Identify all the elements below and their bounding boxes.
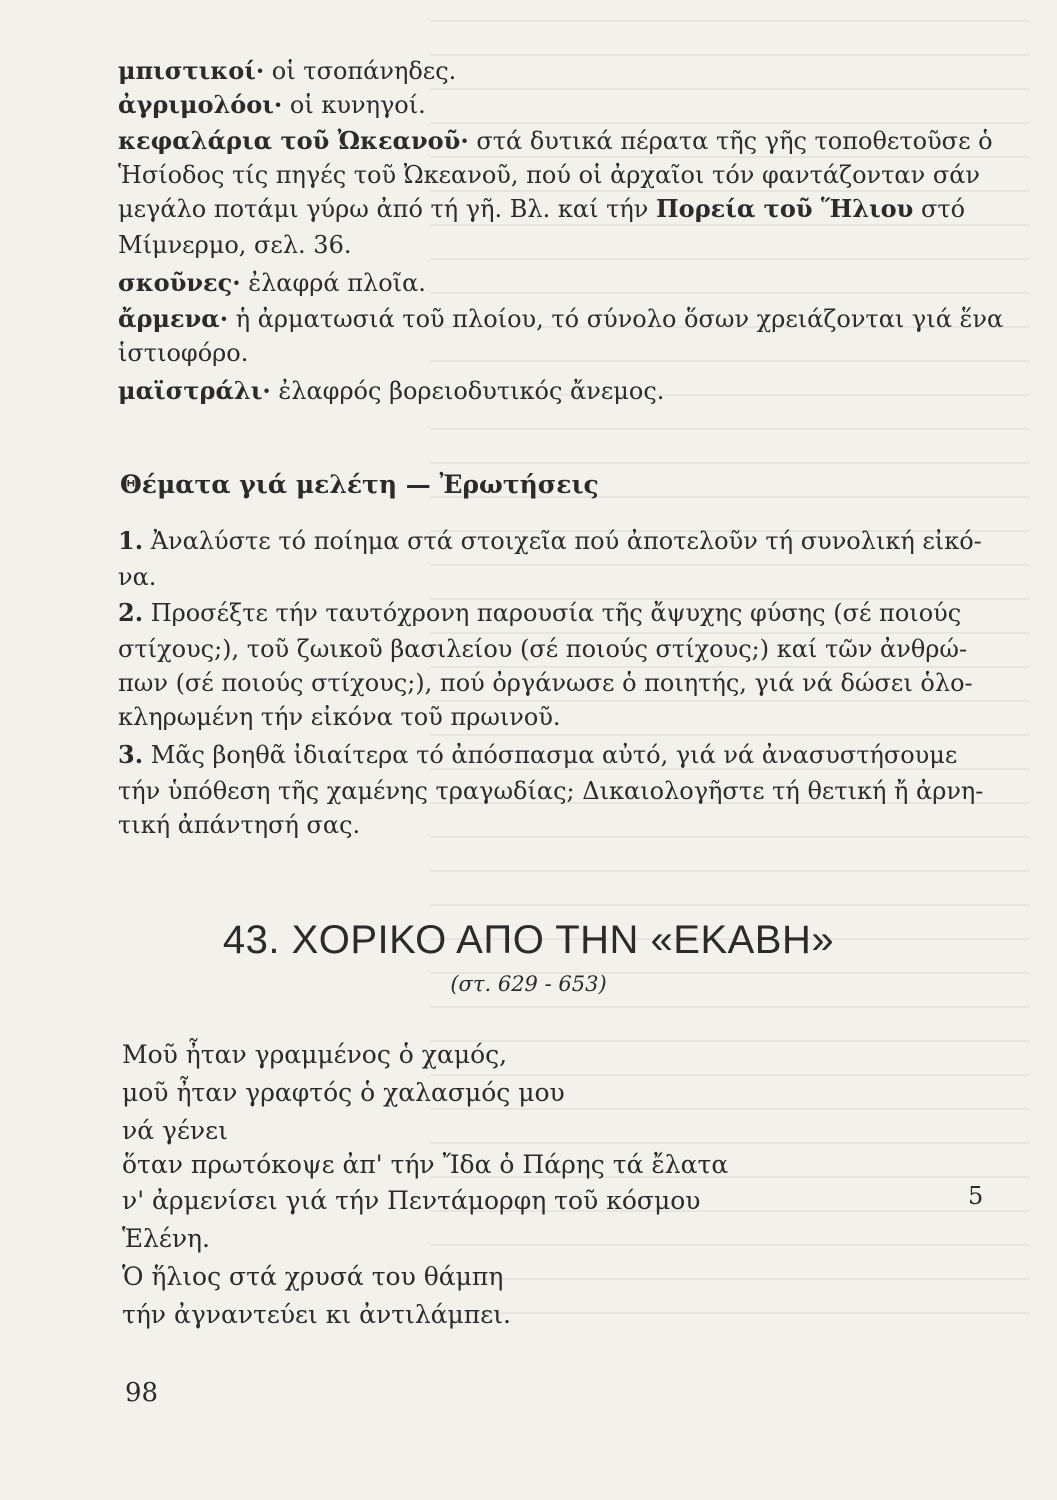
question-number: 1. (118, 526, 144, 555)
glossary-term: ἀγριμολόοι· (118, 90, 283, 119)
glossary-term: ἄρμενα· (118, 304, 229, 333)
question-line (118, 666, 978, 700)
glossary-entry (118, 54, 978, 88)
question-text: τήν ὑπόθεση τῆς χαμένης τραγωδίας; Δικαιολογῆστε τή θετική ἤ ἀρνη- (118, 777, 984, 805)
glossary-term: μαϊστράλι· (118, 376, 271, 405)
cross-reference-title: Πορεία τοῦ Ἥλιου (656, 194, 914, 223)
glossary-entry (118, 88, 978, 122)
poem-line: ὅταν πρωτόκοψε ἀπ' τήν Ἴδα ὁ Πάρης τά ἔλατα (122, 1150, 729, 1179)
question-text: κληρωμένη τήν εἰκόνα τοῦ πρωινοῦ. (118, 703, 561, 731)
question-line (118, 700, 978, 734)
question-line (118, 560, 978, 594)
poem-line: νά γένει (122, 1116, 228, 1145)
poem-verse-range: (στ. 629 - 653) (450, 972, 607, 996)
glossary-definition: ἐλαφρά πλοῖα. (240, 269, 426, 297)
question-text: τική ἀπάντησή σας. (118, 811, 361, 839)
glossary-definition: Ἡσίοδος τίς πηγές τοῦ Ὠκεανοῦ, πού οἱ ἀρχαῖοι τόν φαντάζονταν σάν (118, 161, 981, 189)
question-text: Προσέξτε τήν ταυτόχρονη παρουσία τῆς ἄψυχης φύσης (σέ ποιούς (143, 599, 962, 627)
glossary-continuation (118, 158, 981, 192)
glossary-definition: στό (913, 195, 966, 223)
question-text: να. (118, 563, 157, 591)
poem-line: Ἑλένη. (122, 1224, 210, 1253)
glossary-term: σκοῦνες· (118, 268, 241, 297)
glossary-continuation (118, 192, 978, 226)
glossary-entry (118, 374, 978, 408)
poem-line: ν' ἀρμενίσει γιά τήν Πεντάμορφη τοῦ κόσμου (122, 1186, 701, 1215)
glossary-definition: στά δυτικά πέρατα τῆς γῆς τοποθετοῦσε ὁ (468, 127, 993, 155)
question-line (118, 596, 978, 630)
glossary-definition: μεγάλο ποτάμι γύρω ἀπό τή γῆ. Βλ. καί τήν (118, 195, 657, 223)
question-number: 3. (118, 740, 144, 769)
glossary-definition: ἱστιοφόρο. (118, 339, 249, 367)
question-text: Ἀναλύστε τό ποίημα στά στοιχεῖα πού ἀποτελοῦν τή συνολική εἰκό- (143, 527, 982, 555)
glossary-entry (118, 302, 1004, 336)
glossary-entry (118, 266, 978, 300)
question-line (118, 632, 978, 666)
poem-line: Μοῦ ἦταν γραμμένος ὁ χαμός, (122, 1040, 508, 1069)
question-line (118, 808, 978, 842)
glossary-definition: Μίμνερμο, σελ. 36. (118, 231, 352, 259)
study-questions-heading: Θέματα γιά μελέτη — Ἐρωτήσεις (120, 470, 599, 499)
glossary-continuation (118, 336, 978, 370)
page-number: 98 (125, 1378, 159, 1408)
question-line (118, 524, 982, 558)
glossary-definition: οἱ κυνηγοί. (282, 91, 426, 119)
poem-line: μοῦ ἦταν γραφτός ὁ χαλασμός μου (122, 1078, 565, 1107)
glossary-definition: ἐλαφρός βορειοδυτικός ἄνεμος. (270, 377, 665, 405)
glossary-entry (118, 124, 993, 158)
poem-line: τήν ἀγναντεύει κι ἀντιλάμπει. (122, 1300, 511, 1329)
question-text: Μᾶς βοηθᾶ ἰδιαίτερα τό ἀπόσπασμα αὐτό, γιά νά ἀνασυστήσουμε (143, 741, 958, 769)
poem-title: 43. ΧΟΡΙΚΟ ΑΠΟ ΤΗΝ «ΕΚΑΒΗ» (222, 918, 835, 962)
question-line (118, 738, 978, 772)
glossary-continuation (118, 228, 978, 262)
glossary-term: μπιστικοί· (118, 56, 265, 85)
question-text: πων (σέ ποιούς στίχους;), πού ὀργάνωσε ὁ ποιητής, γιά νά δώσει ὁλο- (118, 669, 973, 697)
question-line (118, 774, 984, 808)
line-number-marker: 5 (968, 1182, 984, 1210)
glossary-definition: οἱ τσοπάνηδες. (264, 57, 457, 85)
poem-line: Ὁ ἥλιος στά χρυσά του θάμπη (122, 1262, 504, 1291)
question-text: στίχους;), τοῦ ζωικοῦ βασιλείου (σέ ποιούς στίχους;) καί τῶν ἀνθρώ- (118, 635, 968, 663)
glossary-definition: ἡ ἀρματωσιά τοῦ πλοίου, τό σύνολο ὅσων χρειάζονται γιά ἕνα (228, 305, 1004, 333)
glossary-term: κεφαλάρια τοῦ Ὠκεανοῦ· (118, 126, 469, 155)
question-number: 2. (118, 598, 144, 627)
